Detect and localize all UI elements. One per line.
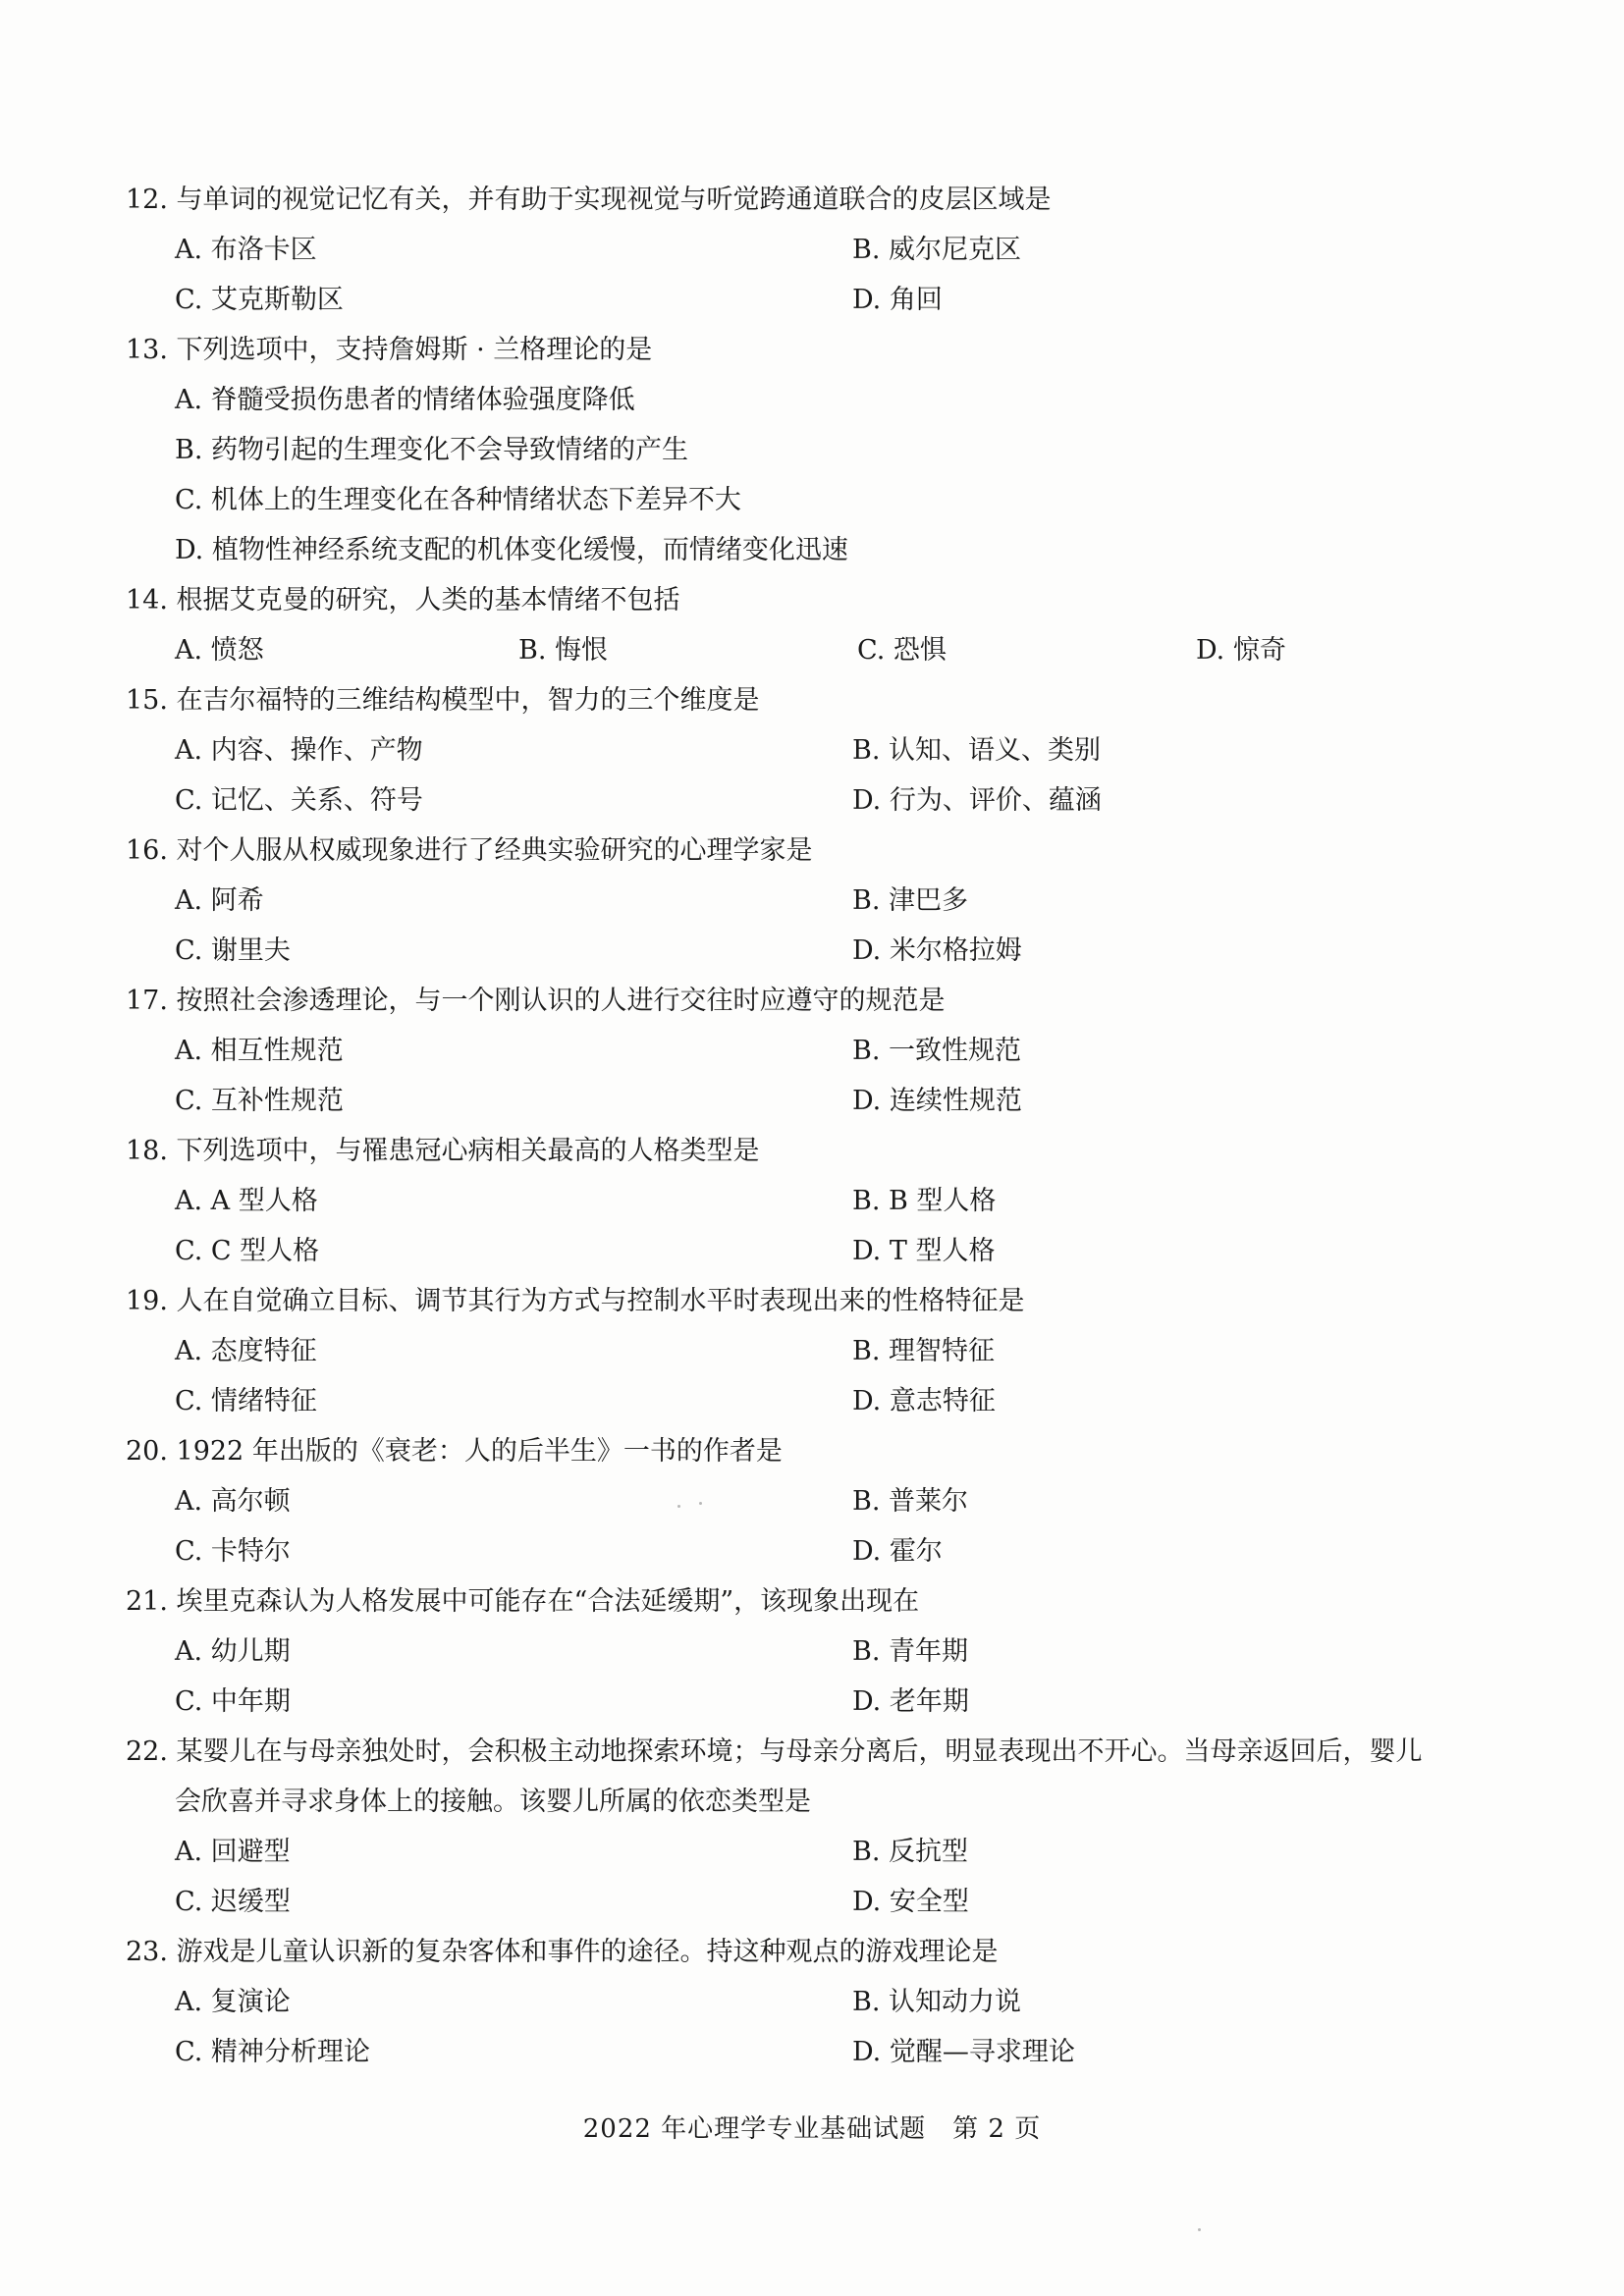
- question-stem: 18. 下列选项中，与罹患冠心病相关最高的人格类型是: [126, 1136, 760, 1166]
- question-21: [126, 1576, 1520, 1727]
- option-row: [126, 1176, 1520, 1226]
- option-c: C. 谢里夫: [175, 935, 291, 966]
- question-23: [126, 1927, 1520, 2077]
- option-d: D. 连续性规范: [852, 1086, 1022, 1116]
- option-row: [126, 1977, 1520, 2027]
- option-grid: [126, 876, 1520, 976]
- option-a: A. 幼儿期: [175, 1636, 291, 1667]
- option-a: A. 内容、操作、产物: [175, 735, 423, 766]
- option-c: C. 恐惧: [857, 635, 947, 666]
- option-row: [126, 1627, 1520, 1677]
- question-stem: 19. 人在自觉确立目标、调节其行为方式与控制水平时表现出来的性格特征是: [126, 1286, 1025, 1316]
- option-c: C. 情绪特征: [175, 1386, 317, 1416]
- option-d: D. T 型人格: [852, 1236, 996, 1266]
- question-stem: 17. 按照社会渗透理论，与一个刚认识的人进行交往时应遵守的规范是: [126, 986, 946, 1016]
- option-b: B. 悔恨: [518, 635, 609, 666]
- question-22: [126, 1727, 1520, 1927]
- option-row: [126, 625, 1520, 675]
- question-16: [126, 826, 1520, 976]
- option-row: [126, 1026, 1520, 1076]
- question-stem-line-2: 会欣喜并寻求身体上的接触。该婴儿所属的依恋类型是: [175, 1787, 811, 1817]
- option-c: C. 机体上的生理变化在各种情绪状态下差异不大: [175, 485, 741, 515]
- option-a: A. 布洛卡区: [175, 235, 317, 265]
- option-c: C. 精神分析理论: [175, 2037, 370, 2067]
- option-b: B. B 型人格: [852, 1186, 997, 1216]
- option-a: A. 回避型: [175, 1837, 291, 1867]
- option-b: B. 药物引起的生理变化不会导致情绪的产生: [175, 435, 689, 465]
- scan-speck: [677, 1505, 680, 1508]
- option-a: A. 愤怒: [175, 635, 264, 666]
- option-row: [126, 1677, 1520, 1727]
- option-grid: [126, 1977, 1520, 2077]
- option-a: A. A 型人格: [175, 1186, 318, 1216]
- question-13: [126, 325, 1520, 575]
- option-row: [126, 1877, 1520, 1927]
- question-stem: 23. 游戏是儿童认识新的复杂客体和事件的途径。持这种观点的游戏理论是: [126, 1937, 999, 1967]
- question-stem: 20. 1922 年出版的《衰老：人的后半生》一书的作者是: [126, 1436, 783, 1467]
- option-c: C. C 型人格: [175, 1236, 320, 1266]
- option-grid: [126, 1326, 1520, 1426]
- option-row: [126, 225, 1520, 275]
- scan-speck: [699, 1502, 702, 1505]
- scan-speck: [1198, 2228, 1201, 2231]
- option-c: C. 艾克斯勒区: [175, 285, 344, 315]
- option-b: B. 理智特征: [852, 1336, 996, 1366]
- option-c: C. 卡特尔: [175, 1536, 291, 1567]
- question-stem: 14. 根据艾克曼的研究，人类的基本情绪不包括: [126, 585, 680, 615]
- question-18: [126, 1126, 1520, 1276]
- option-row: [126, 926, 1520, 976]
- question-stem: 15. 在吉尔福特的三维结构模型中，智力的三个维度是: [126, 685, 760, 716]
- question-19: [126, 1276, 1520, 1426]
- option-b: B. 反抗型: [852, 1837, 969, 1867]
- option-d: D. 老年期: [852, 1686, 969, 1717]
- option-b: B. 威尔尼克区: [852, 235, 1022, 265]
- option-c: C. 中年期: [175, 1686, 291, 1717]
- question-15: [126, 675, 1520, 826]
- option-row: [126, 775, 1520, 826]
- question-stem-line-1: 22. 某婴儿在与母亲独处时，会积极主动地探索环境；与母亲分离后，明显表现出不开心。当母亲返回后，婴儿: [126, 1736, 1423, 1767]
- option-grid: [126, 1476, 1520, 1576]
- option-grid: [126, 1026, 1520, 1126]
- option-d: D. 植物性神经系统支配的机体变化缓慢，而情绪变化迅速: [175, 535, 848, 565]
- option-grid: [126, 1176, 1520, 1276]
- option-row: [126, 1526, 1520, 1576]
- option-row: [126, 275, 1520, 325]
- option-grid: [126, 225, 1520, 325]
- option-b: B. 认知动力说: [852, 1987, 1022, 2017]
- option-a: A. 高尔顿: [175, 1486, 291, 1517]
- option-row: [126, 1827, 1520, 1877]
- option-grid: [126, 725, 1520, 826]
- option-a: A. 相互性规范: [175, 1036, 344, 1066]
- question-stem: 16. 对个人服从权威现象进行了经典实验研究的心理学家是: [126, 835, 813, 866]
- option-row: [126, 2027, 1520, 2077]
- option-d: D. 行为、评价、蕴涵: [852, 785, 1102, 816]
- option-row: [126, 1076, 1520, 1126]
- option-b: B. 普莱尔: [852, 1486, 969, 1517]
- option-grid: [126, 1627, 1520, 1727]
- option-a: A. 态度特征: [175, 1336, 317, 1366]
- option-row: [126, 1326, 1520, 1376]
- option-d: D. 霍尔: [852, 1536, 943, 1567]
- question-list: [126, 175, 1520, 2077]
- option-c: C. 迟缓型: [175, 1887, 291, 1917]
- option-b: B. 青年期: [852, 1636, 969, 1667]
- option-d: D. 角回: [852, 285, 943, 315]
- option-b: B. 津巴多: [852, 885, 969, 916]
- option-c: C. 记忆、关系、符号: [175, 785, 423, 816]
- option-grid: [126, 625, 1520, 675]
- option-c: C. 互补性规范: [175, 1086, 344, 1116]
- option-d: D. 惊奇: [1196, 635, 1286, 666]
- question-stem: 13. 下列选项中，支持詹姆斯 · 兰格理论的是: [126, 335, 653, 365]
- question-stem: 12. 与单词的视觉记忆有关，并有助于实现视觉与听觉跨通道联合的皮层区域是: [126, 185, 1052, 215]
- question-17: [126, 976, 1520, 1126]
- option-row: [126, 1226, 1520, 1276]
- option-d: D. 米尔格拉姆: [852, 935, 1022, 966]
- option-b: B. 认知、语义、类别: [852, 735, 1102, 766]
- question-14: [126, 575, 1520, 675]
- option-b: B. 一致性规范: [852, 1036, 1022, 1066]
- option-row: [126, 1376, 1520, 1426]
- option-d: D. 意志特征: [852, 1386, 996, 1416]
- question-12: [126, 175, 1520, 325]
- option-d: D. 觉醒—寻求理论: [852, 2037, 1075, 2067]
- option-list: [126, 375, 1520, 575]
- page-footer: 2022 年心理学专业基础试题 第 2 页: [582, 2114, 1042, 2144]
- option-a: A. 阿希: [175, 885, 264, 916]
- option-grid: [126, 1827, 1520, 1927]
- option-d: D. 安全型: [852, 1887, 969, 1917]
- question-stem: 21. 埃里克森认为人格发展中可能存在“合法延缓期”，该现象出现在: [126, 1586, 920, 1617]
- option-a: A. 复演论: [175, 1987, 291, 2017]
- question-20: [126, 1426, 1520, 1576]
- option-a: A. 脊髓受损伤患者的情绪体验强度降低: [175, 385, 635, 415]
- question-stem: [126, 1727, 1520, 1827]
- option-row: [126, 876, 1520, 926]
- option-row: [126, 1476, 1520, 1526]
- option-row: [126, 725, 1520, 775]
